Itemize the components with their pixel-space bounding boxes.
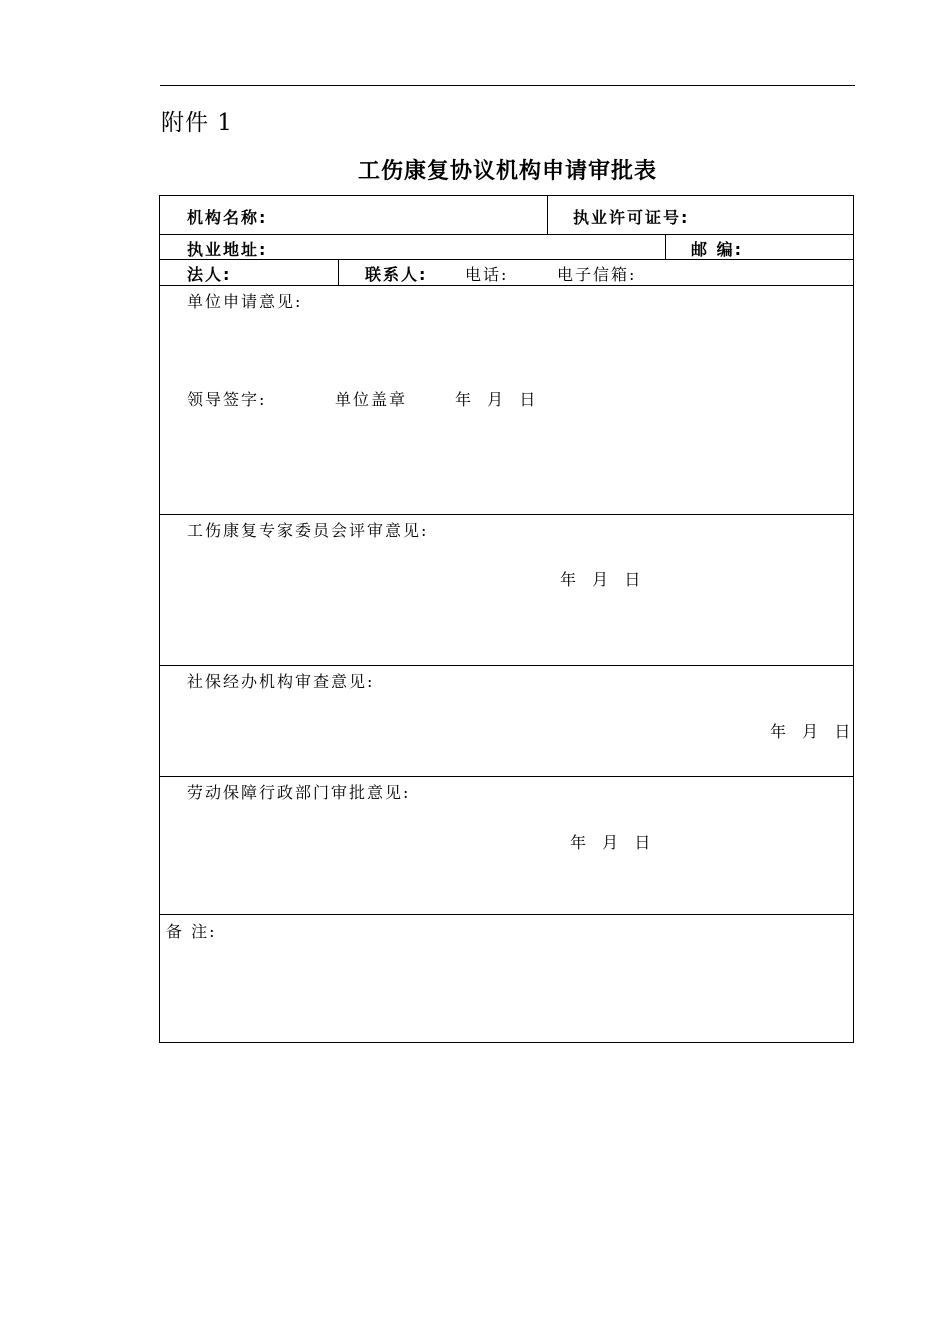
phone-label: 电话:: [465, 265, 509, 284]
postcode-label: 邮 编:: [691, 240, 743, 259]
social-security-opinion-date: 年 月 日: [770, 722, 853, 741]
unit-opinion-label: 单位申请意见:: [187, 292, 303, 311]
section-divider: [160, 914, 853, 915]
institution-name-label: 机构名称:: [187, 208, 268, 227]
cell-divider: [547, 196, 548, 234]
row-divider: [160, 285, 853, 286]
expert-opinion-label: 工伤康复专家委员会评审意见:: [187, 521, 429, 540]
expert-opinion-date: 年 月 日: [560, 570, 643, 589]
legal-person-label: 法人:: [187, 265, 232, 284]
cell-divider: [338, 259, 339, 285]
cell-divider: [665, 234, 666, 259]
row-divider: [160, 234, 853, 235]
unit-opinion-date: 年 月 日: [455, 390, 538, 409]
application-form: [159, 195, 854, 1043]
email-label: 电子信箱:: [557, 265, 637, 284]
header-rule: [160, 85, 855, 86]
section-divider: [160, 514, 853, 515]
section-divider: [160, 776, 853, 777]
contact-label: 联系人:: [365, 265, 428, 284]
social-security-opinion-label: 社保经办机构审查意见:: [187, 672, 375, 691]
leader-signature-label: 领导签字:: [187, 390, 267, 409]
license-label: 执业许可证号:: [573, 208, 690, 227]
unit-seal-label: 单位盖章: [335, 390, 408, 409]
labor-dept-opinion-label: 劳动保障行政部门审批意见:: [187, 783, 411, 802]
attachment-label: 附件 1: [161, 110, 233, 136]
address-label: 执业地址:: [187, 240, 268, 259]
form-title: 工伤康复协议机构申请审批表: [357, 159, 657, 184]
labor-dept-opinion-date: 年 月 日: [570, 833, 653, 852]
section-divider: [160, 665, 853, 666]
remarks-label: 备 注:: [166, 922, 217, 941]
